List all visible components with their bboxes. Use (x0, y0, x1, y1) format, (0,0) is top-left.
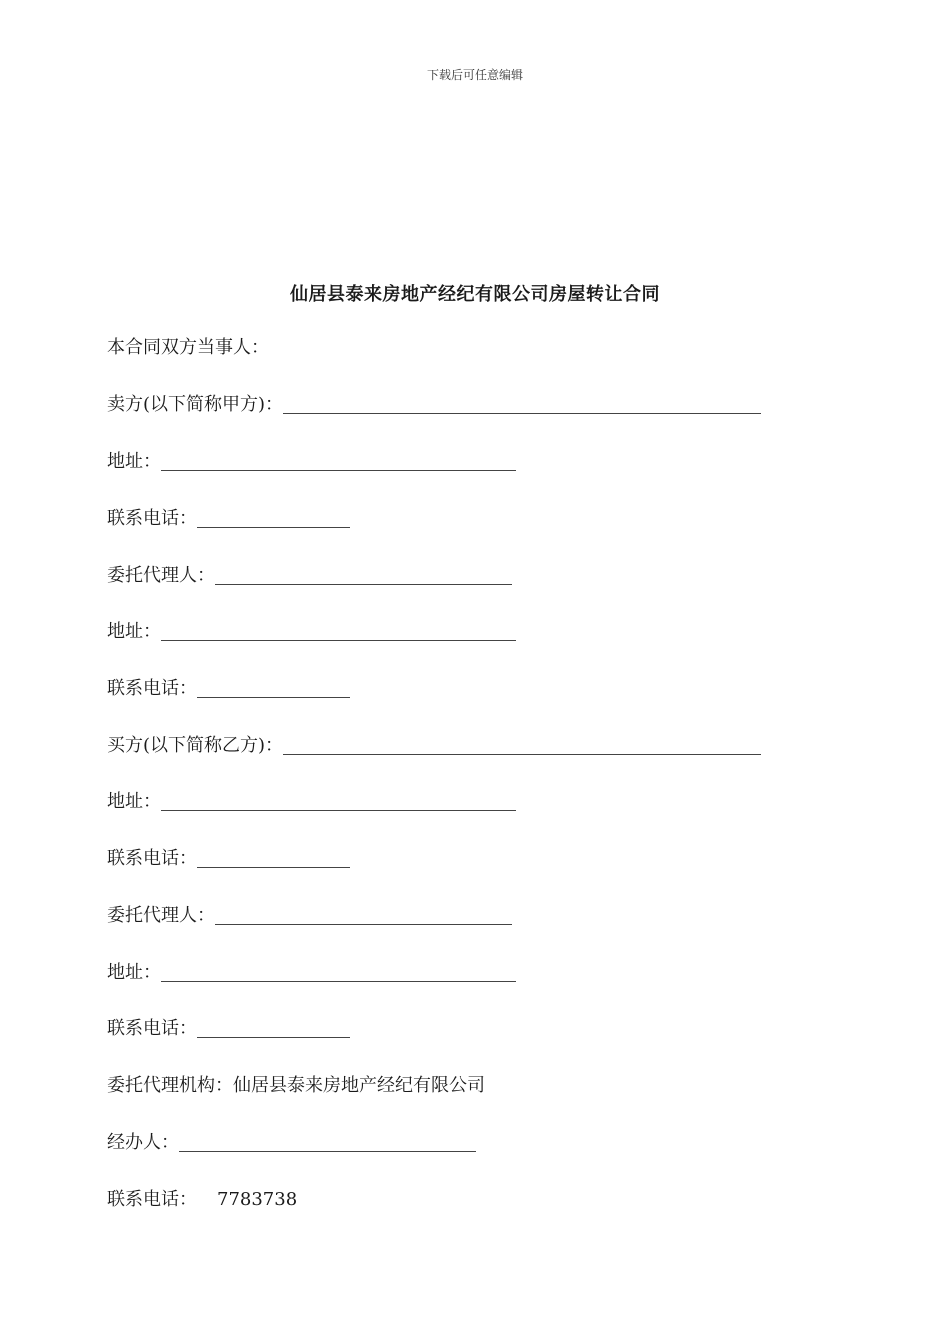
seller-agent-address-blank[interactable] (161, 622, 516, 641)
seller-address-line (107, 450, 516, 474)
buyer-agent-phone-label: 联系电话： (107, 1018, 197, 1039)
handler-line (107, 1131, 476, 1155)
buyer-agent-label: 委托代理人： (107, 905, 215, 926)
seller-agent-address-label: 地址： (107, 621, 161, 642)
buyer-agent-address-label: 地址： (107, 962, 161, 983)
seller-blank[interactable] (283, 395, 761, 414)
seller-agent-address-line (107, 620, 516, 644)
agency-phone-line (107, 1188, 297, 1212)
handler-label: 经办人： (107, 1132, 179, 1153)
seller-agent-blank[interactable] (215, 566, 512, 585)
seller-address-label: 地址： (107, 451, 161, 472)
seller-phone-blank[interactable] (197, 509, 350, 528)
agency-value: 仙居县泰来房地产经纪有限公司 (233, 1075, 485, 1096)
buyer-blank[interactable] (283, 736, 761, 755)
seller-agent-line (107, 564, 512, 588)
seller-phone-line (107, 507, 350, 531)
buyer-agent-address-line (107, 961, 516, 985)
buyer-agent-phone-blank[interactable] (197, 1019, 350, 1038)
buyer-agent-blank[interactable] (215, 906, 512, 925)
seller-phone-label: 联系电话： (107, 508, 197, 529)
seller-agent-phone-line (107, 677, 350, 701)
agency-line (107, 1074, 485, 1098)
buyer-address-line (107, 790, 516, 814)
buyer-agent-line (107, 904, 512, 928)
agency-label: 委托代理机构： (107, 1075, 233, 1096)
buyer-phone-line (107, 847, 350, 871)
buyer-phone-blank[interactable] (197, 849, 350, 868)
seller-address-blank[interactable] (161, 452, 516, 471)
intro-line (107, 336, 269, 360)
seller-label: 卖方(以下简称甲方)： (107, 394, 284, 415)
seller-agent-phone-label: 联系电话： (107, 678, 197, 699)
buyer-phone-label: 联系电话： (107, 848, 197, 869)
seller-agent-phone-blank[interactable] (197, 679, 350, 698)
header-note: 下载后可任意编辑 (426, 68, 523, 82)
buyer-line (107, 734, 761, 758)
buyer-address-label: 地址： (107, 791, 161, 812)
seller-line (107, 393, 761, 417)
seller-agent-label: 委托代理人： (107, 565, 215, 586)
buyer-address-blank[interactable] (161, 792, 516, 811)
buyer-agent-phone-line (107, 1017, 350, 1041)
document-title: 仙居县泰来房地产经纪有限公司房屋转让合同 (290, 284, 660, 305)
buyer-agent-address-blank[interactable] (161, 963, 516, 982)
agency-phone-label: 联系电话： (107, 1189, 197, 1210)
buyer-label: 买方(以下简称乙方)： (107, 735, 284, 756)
handler-blank[interactable] (179, 1133, 476, 1152)
agency-phone-value: 7783738 (217, 1189, 298, 1210)
intro-text: 本合同双方当事人： (107, 337, 269, 358)
